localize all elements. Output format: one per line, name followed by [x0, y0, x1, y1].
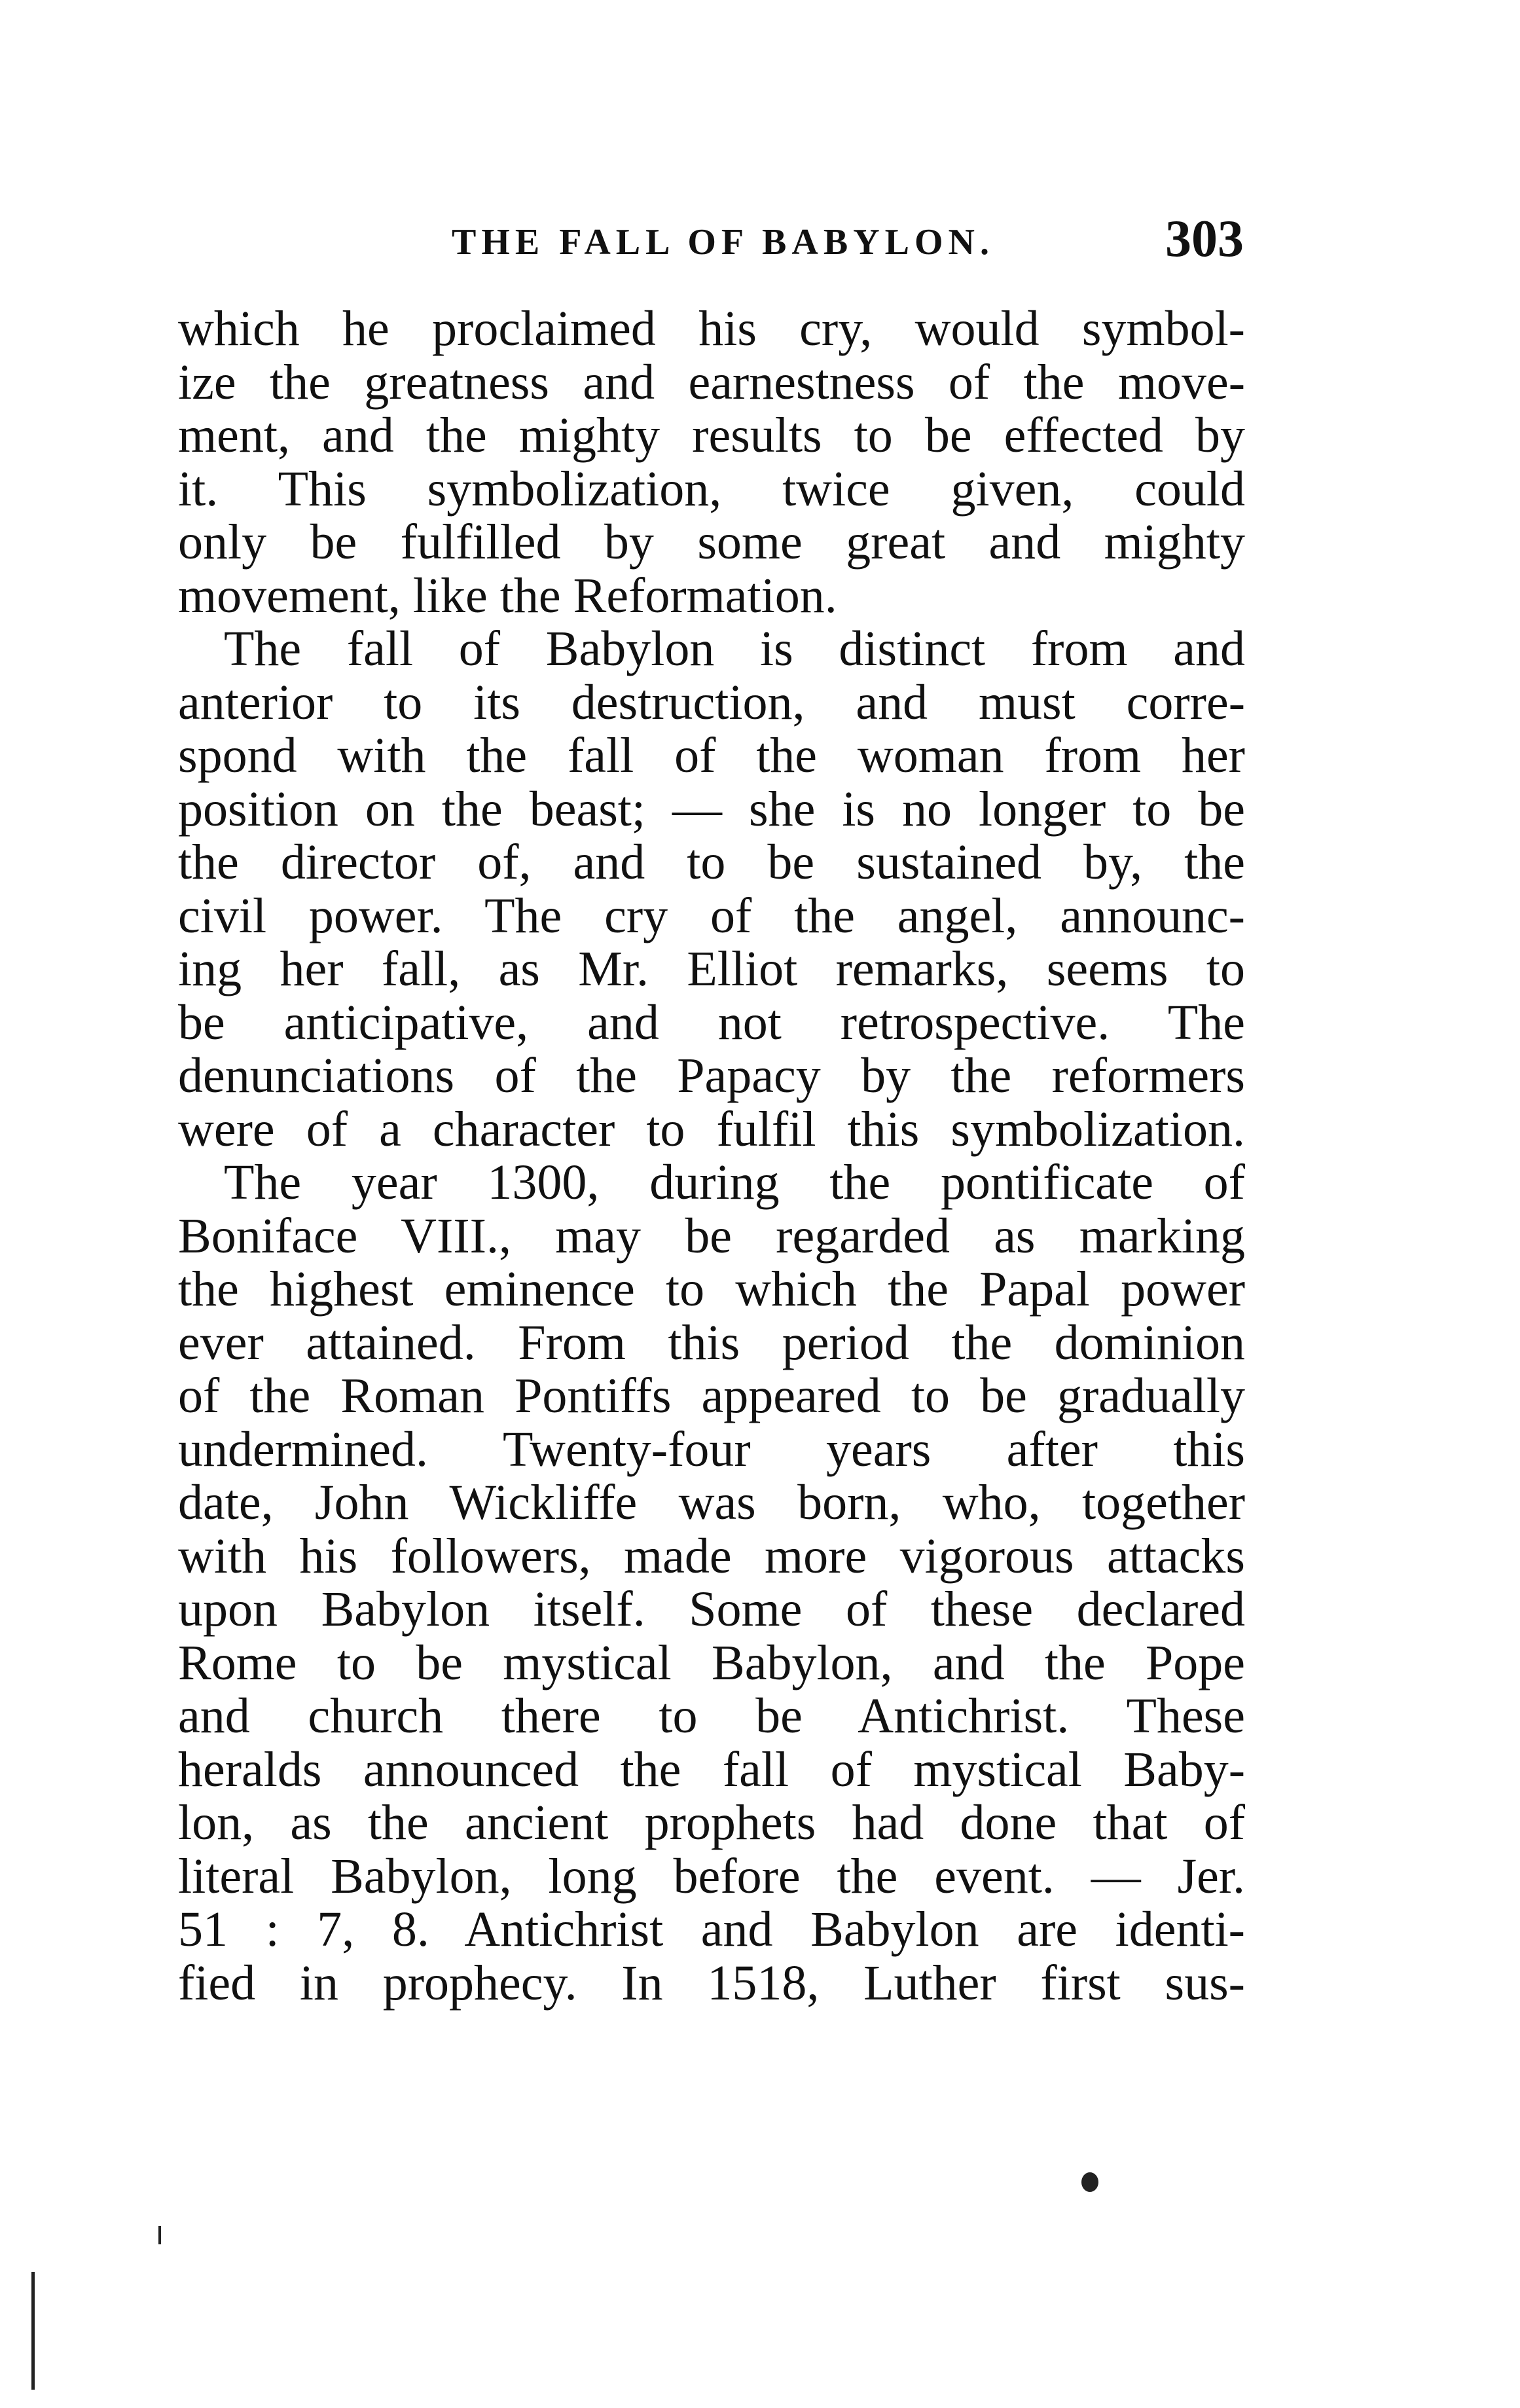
text-line: ever attained. From this period the dominion	[178, 1315, 1245, 1370]
text-line: civil power. The cry of the angel, announc-	[178, 888, 1245, 943]
text-line: Boniface VIII., may be regarded as marking	[178, 1208, 1245, 1264]
page-number: 303	[1165, 210, 1244, 268]
margin-mark	[158, 2226, 161, 2244]
text-line: the director of, and to be sustained by, the	[178, 835, 1245, 890]
text-line: spond with the fall of the woman from her	[178, 728, 1245, 783]
text-line: ment, and the mighty results to be effected by	[178, 408, 1245, 463]
text-line: it. This symbolization, twice given, could	[178, 461, 1245, 517]
text-line: with his followers, made more vigorous attacks	[178, 1528, 1245, 1584]
body-text	[178, 302, 1245, 2010]
text-line: heralds announced the fall of mystical Baby-	[178, 1742, 1245, 1797]
text-line: the highest eminence to which the Papal power	[178, 1262, 1245, 1317]
text-line: fied in prophecy. In 1518, Luther first sus-	[178, 1955, 1245, 2011]
text-line: which he proclaimed his cry, would symbol-	[178, 301, 1245, 356]
text-line: ing her fall, as Mr. Elliot remarks, seems to	[178, 941, 1245, 996]
running-title: THE FALL OF BABYLON.	[452, 222, 994, 263]
text-line: literal Babylon, long before the event. — Jer.	[178, 1848, 1245, 1904]
text-line: were of a character to fulfil this symbolization.	[178, 1101, 1245, 1157]
text-line: The year 1300, during the pontificate of	[224, 1155, 1245, 1210]
text-line: be anticipative, and not retrospective. The	[178, 994, 1245, 1050]
text-line: ize the greatness and earnestness of the move-	[178, 354, 1245, 410]
text-line: 51 : 7, 8. Antichrist and Babylon are identi-	[178, 1902, 1245, 1957]
text-line: denunciations of the Papacy by the reformers	[178, 1048, 1245, 1103]
text-line: only be fulfilled by some great and mighty	[178, 515, 1245, 570]
text-line: upon Babylon itself. Some of these declared	[178, 1582, 1245, 1637]
text-line: and church there to be Antichrist. These	[178, 1688, 1245, 1743]
text-line: undermined. Twenty-four years after this	[178, 1421, 1245, 1477]
text-line: of the Roman Pontiffs appeared to be gradually	[178, 1368, 1245, 1423]
binding-edge-mark	[31, 2272, 35, 2390]
text-line: anterior to its destruction, and must corre-	[178, 674, 1245, 730]
running-head	[177, 210, 1244, 275]
ink-spot	[1081, 2172, 1098, 2192]
text-line: lon, as the ancient prophets had done that of	[178, 1795, 1245, 1850]
text-line: movement, like the Reformation.	[178, 568, 837, 623]
text-line: date, John Wickliffe was born, who, together	[178, 1475, 1245, 1530]
text-line: position on the beast; — she is no longer to be	[178, 781, 1245, 837]
text-line: The fall of Babylon is distinct from and	[224, 621, 1245, 676]
text-line: Rome to be mystical Babylon, and the Pope	[178, 1635, 1245, 1690]
